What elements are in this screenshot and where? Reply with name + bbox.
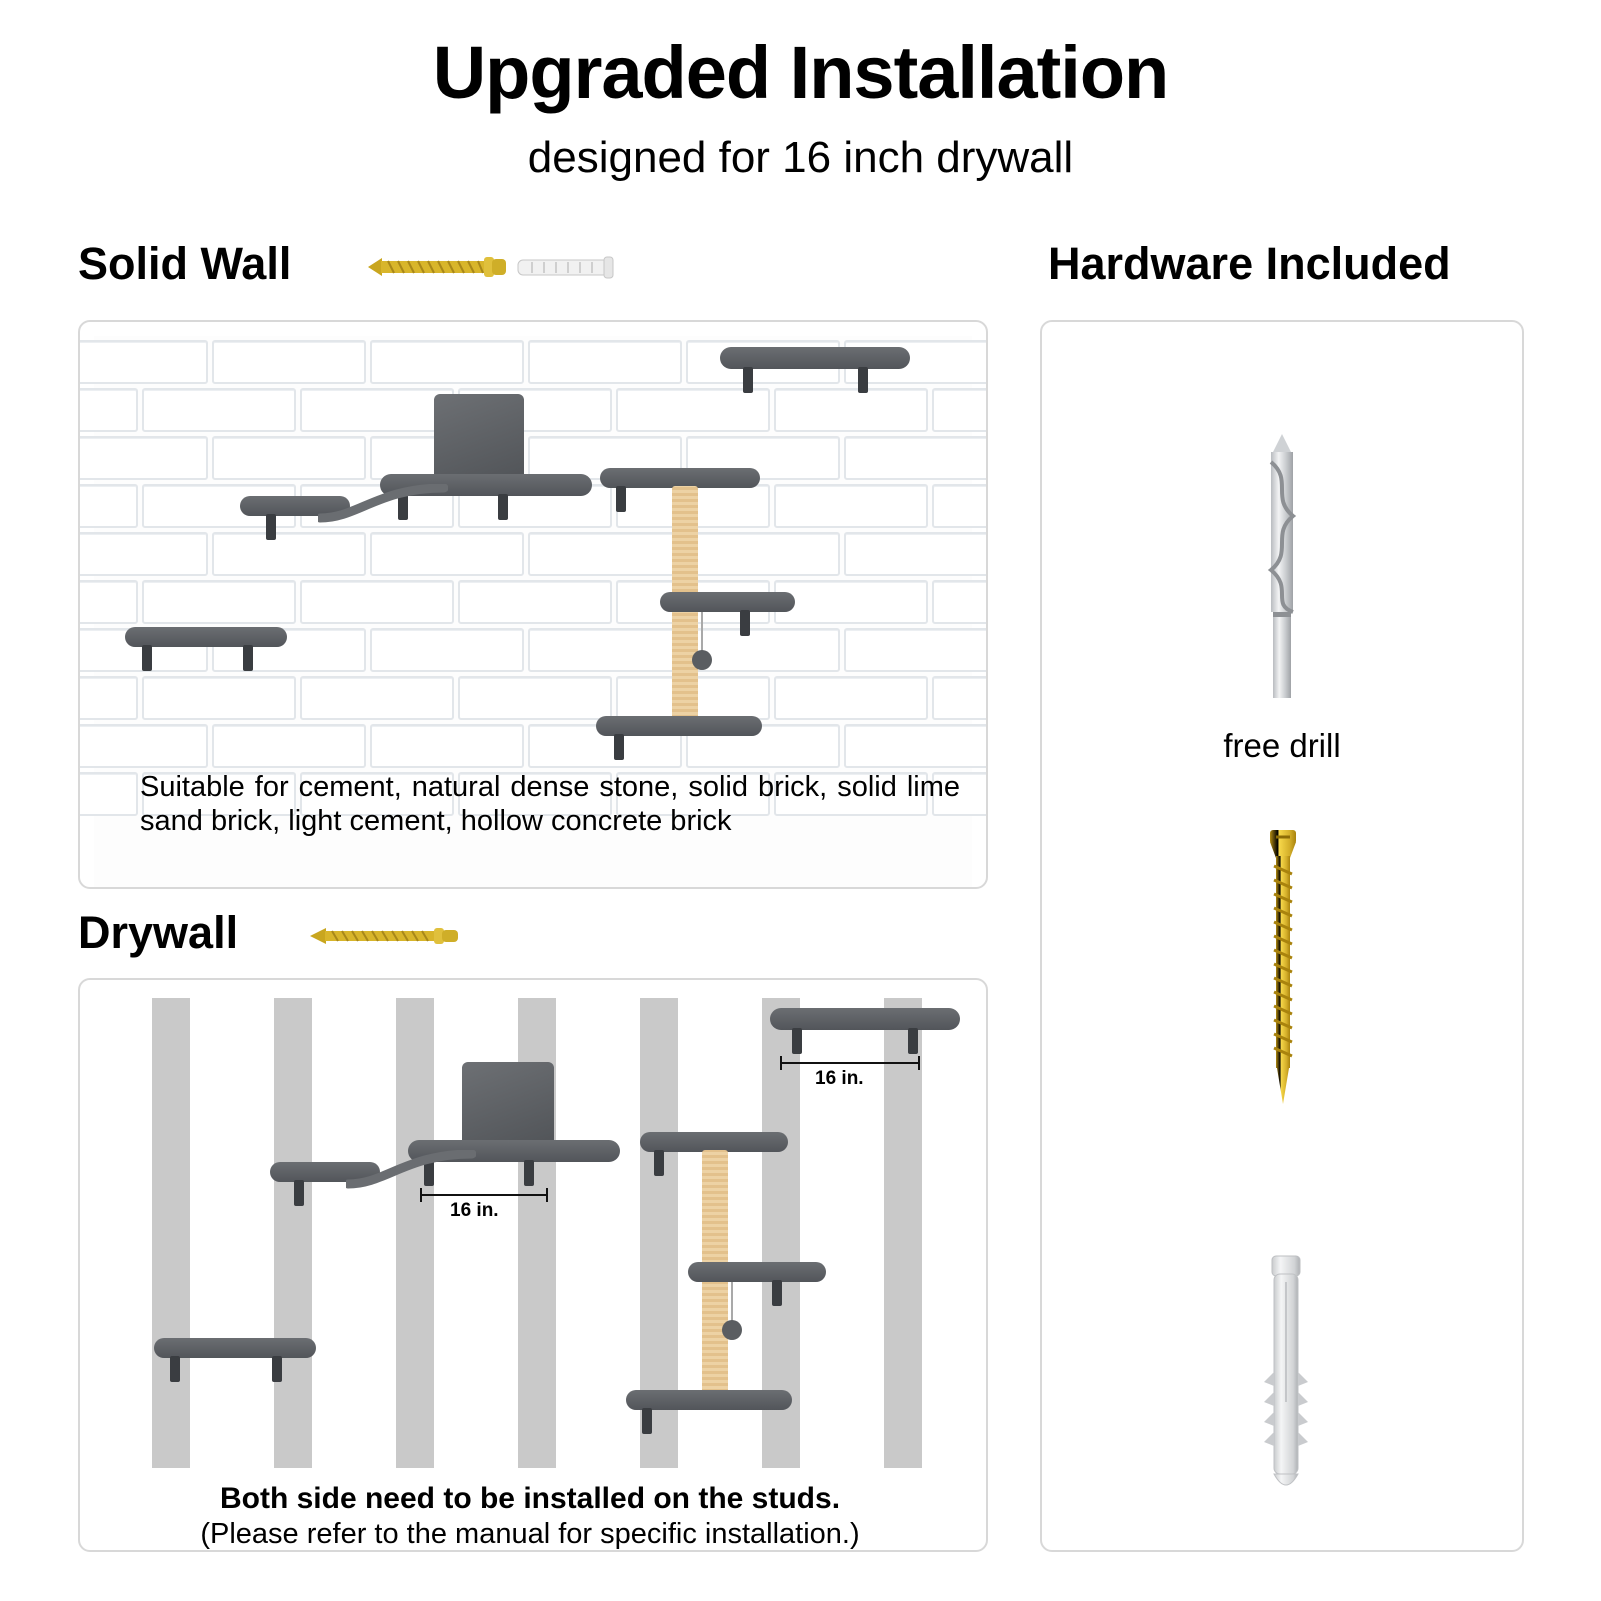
shelf-bracket	[858, 367, 868, 393]
dimension-tick	[546, 1188, 548, 1202]
wood-screw-icon	[1254, 822, 1312, 1117]
solid-wall-heading: Solid Wall	[78, 238, 292, 289]
drywall-caption-note: (Please refer to the manual for specific installation.)	[200, 1518, 860, 1550]
shelf-bracket	[908, 1028, 918, 1054]
shelf-bracket	[743, 367, 753, 393]
shelf-bracket	[642, 1408, 652, 1434]
wall-shelf	[125, 627, 287, 647]
shelf-bracket	[266, 514, 276, 540]
shelf-bracket	[614, 734, 624, 760]
page-title: Upgraded Installation	[432, 31, 1169, 114]
wall-stud	[396, 998, 434, 1468]
dangling-ball-toy	[722, 1320, 742, 1340]
shelf-bracket	[524, 1160, 534, 1186]
wall-anchor-icon	[516, 252, 616, 287]
dimension-tick	[780, 1056, 782, 1070]
hardware-included-heading: Hardware Included	[1048, 238, 1451, 289]
screw-icon	[310, 922, 460, 955]
wall-plug-icon	[1258, 1252, 1314, 1507]
dimension-tick	[918, 1056, 920, 1070]
shelf-bracket	[243, 645, 253, 671]
wall-shelf	[596, 716, 762, 736]
dimension-label: 16 in.	[815, 1068, 864, 1089]
screw-icon	[368, 252, 508, 287]
wall-shelf	[770, 1008, 960, 1030]
hardware-panel	[1040, 320, 1524, 1552]
shelf-bracket	[272, 1356, 282, 1382]
dimension-label: 16 in.	[450, 1200, 499, 1221]
shelf-bracket	[616, 486, 626, 512]
wall-shelf	[720, 347, 910, 369]
wall-stud	[274, 998, 312, 1468]
shelf-bracket	[772, 1280, 782, 1306]
wall-shelf	[154, 1338, 316, 1358]
cat-ramp	[318, 484, 448, 524]
wall-shelf	[640, 1132, 788, 1152]
shelf-bracket	[498, 494, 508, 520]
shelf-bracket	[792, 1028, 802, 1054]
dimension-tick	[420, 1188, 422, 1202]
wall-shelf	[660, 592, 795, 612]
wall-stud	[152, 998, 190, 1468]
wall-shelf	[600, 468, 760, 488]
cat-ramp	[346, 1150, 476, 1190]
shelf-bracket	[170, 1356, 180, 1382]
dimension-line	[780, 1062, 920, 1064]
hardware-item-label: free drill	[1223, 727, 1341, 764]
drywall-caption-bold: Both side need to be installed on the studs.	[219, 1482, 841, 1515]
toy-string	[731, 1282, 733, 1322]
drywall-heading: Drywall	[78, 907, 239, 958]
drywall-panel	[78, 978, 988, 1552]
shelf-bracket	[654, 1150, 664, 1176]
solid-wall-caption: Suitable for cement, natural dense stone, solid brick, solid lime sand brick, light cement, hollow concrete brick	[140, 771, 960, 838]
dimension-line	[420, 1194, 548, 1196]
wall-shelf	[626, 1390, 792, 1410]
dangling-ball-toy	[692, 650, 712, 670]
shelf-bracket	[740, 610, 750, 636]
toy-string	[701, 612, 703, 652]
page-subtitle: designed for 16 inch drywall	[527, 133, 1074, 182]
shelf-bracket	[142, 645, 152, 671]
wall-stud	[884, 998, 922, 1468]
wall-shelf	[688, 1262, 826, 1282]
drill-bit-icon	[1250, 432, 1314, 707]
shelf-bracket	[294, 1180, 304, 1206]
